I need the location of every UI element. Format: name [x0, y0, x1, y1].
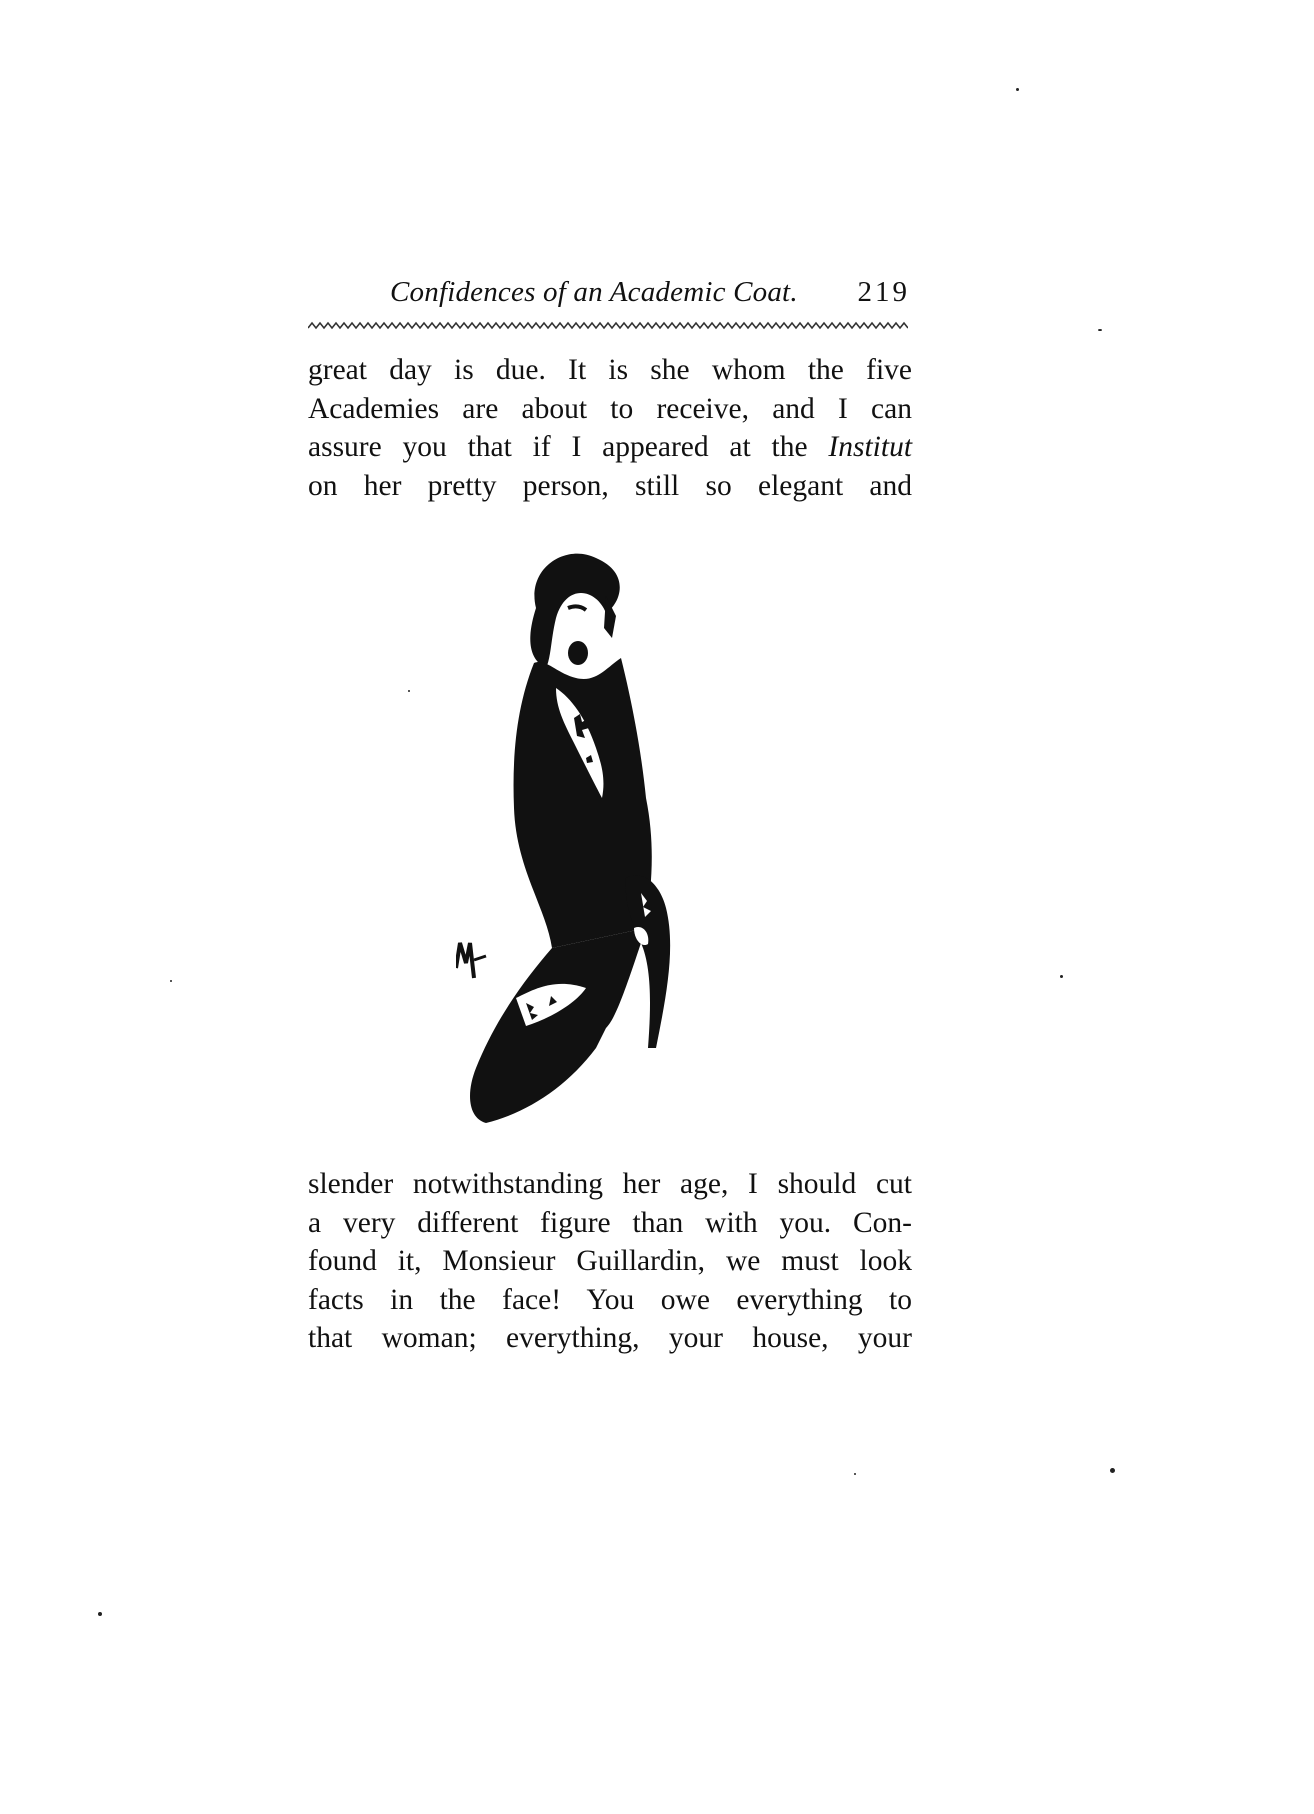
text-fragment: assure you that if I appeared at the	[308, 431, 808, 463]
emphasis-word: Institut	[828, 431, 913, 463]
woman-in-coat-illustration-icon	[456, 548, 756, 1128]
scan-speck	[1110, 1468, 1115, 1473]
text-line: a very different figure than with you. Con-	[308, 1206, 912, 1239]
ornamental-rule	[308, 320, 908, 330]
running-title: Confidences of an Academic Coat.	[390, 276, 798, 308]
scan-speck	[170, 980, 172, 982]
scan-speck	[1060, 975, 1063, 978]
text-line: great day is due. It is she whom the five	[308, 354, 912, 386]
page-number: 219	[857, 276, 910, 308]
running-header	[390, 272, 910, 312]
scan-speck	[1016, 88, 1019, 91]
text-line: Academies are about to receive, and I can	[308, 392, 912, 425]
paragraph-bottom	[308, 1165, 912, 1358]
scan-speck	[408, 690, 410, 692]
scan-speck	[854, 1473, 856, 1475]
paragraph-top	[308, 351, 912, 505]
text-line: facts in the face! You owe everything to	[308, 1283, 912, 1316]
artist-monogram-icon	[456, 943, 486, 978]
scan-speck	[98, 1612, 102, 1616]
text-line: on her pretty person, still so elegant and	[308, 469, 912, 502]
text-line: slender notwithstanding her age, I should cut	[308, 1168, 912, 1200]
text-line: found it, Monsieur Guillardin, we must look	[308, 1245, 912, 1277]
text-line: that woman; everything, your house, your	[308, 1322, 912, 1354]
text-line	[308, 428, 912, 467]
scan-speck	[1098, 329, 1102, 331]
